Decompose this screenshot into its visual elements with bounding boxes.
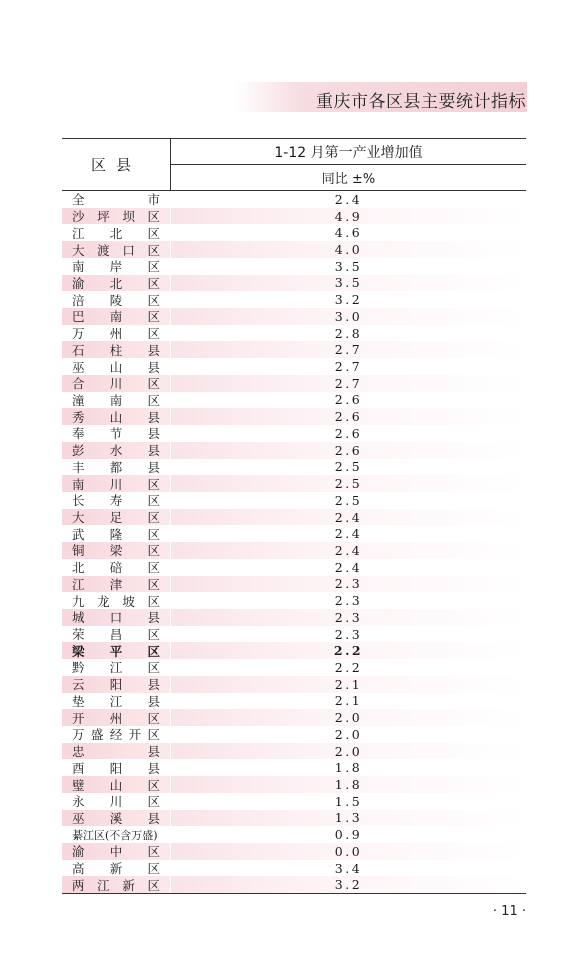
table-row <box>62 592 526 609</box>
table-row <box>62 709 526 726</box>
yoy-value: 2.4 <box>334 559 363 575</box>
yoy-value: 3.5 <box>171 275 526 292</box>
district-name: 云 阳 县 <box>62 676 170 693</box>
yoy-column-header: 同比 ±% <box>321 172 376 187</box>
table-row <box>62 759 526 776</box>
district-name: 长 寿 区 <box>72 493 160 509</box>
table-row <box>62 191 526 208</box>
yoy-value: 0.0 <box>171 843 526 860</box>
yoy-value: 2.6 <box>171 442 526 459</box>
yoy-value: 1.3 <box>171 810 526 827</box>
yoy-value: 3.2 <box>171 876 526 893</box>
table-row <box>62 308 526 325</box>
district-column-header: 区县 <box>62 139 171 190</box>
district-name: 万 盛 经 开 区 <box>72 727 160 743</box>
table-row <box>62 275 526 292</box>
table-row <box>62 626 526 643</box>
district-name: 涪 陵 区 <box>72 292 160 308</box>
yoy-value: 0.9 <box>334 827 363 843</box>
district-name: 石 柱 县 <box>62 341 170 358</box>
district-name: 南 川 区 <box>62 475 170 492</box>
district-name: 璧 山 区 <box>62 776 170 793</box>
table-row <box>62 576 526 593</box>
district-name: 九 龙 坡 区 <box>72 593 160 609</box>
table-row <box>62 291 526 308</box>
yoy-value: 2.4 <box>334 191 363 207</box>
yoy-value: 2.0 <box>334 726 363 742</box>
district-name: 秀 山 县 <box>62 408 170 425</box>
table-row <box>62 509 526 526</box>
table-row <box>62 776 526 793</box>
district-name: 江 北 区 <box>72 225 160 241</box>
yoy-value: 2.4 <box>171 509 526 526</box>
table-row <box>62 642 526 659</box>
yoy-value: 1.5 <box>334 793 363 809</box>
district-name: 彭 水 县 <box>62 442 170 459</box>
yoy-value: 2.7 <box>334 359 363 375</box>
table-row <box>62 442 526 459</box>
table-row <box>62 208 526 225</box>
district-name: 梁 平 区 <box>62 642 170 659</box>
table-row <box>62 743 526 760</box>
district-name: 南 岸 区 <box>72 259 160 275</box>
district-name: 武 隆 区 <box>72 526 160 542</box>
yoy-value: 2.1 <box>171 676 526 693</box>
yoy-value: 2.7 <box>171 341 526 358</box>
yoy-value: 2.3 <box>334 593 363 609</box>
table-row <box>62 459 526 476</box>
district-name: 合 川 区 <box>62 375 170 392</box>
district-name: 全 市 <box>72 192 160 208</box>
yoy-value: 2.0 <box>171 709 526 726</box>
yoy-value: 2.3 <box>171 576 526 593</box>
yoy-value: 2.6 <box>171 408 526 425</box>
table-row <box>62 475 526 492</box>
table-row <box>62 408 526 425</box>
district-name: 渝 北 区 <box>62 275 170 292</box>
yoy-value: 3.0 <box>171 308 526 325</box>
district-name: 两 江 新 区 <box>62 876 170 893</box>
yoy-value: 2.1 <box>334 693 363 709</box>
table-row <box>62 826 526 843</box>
table-row <box>62 241 526 258</box>
yoy-value: 2.4 <box>334 526 363 542</box>
table-row <box>62 358 526 375</box>
table-row <box>62 609 526 626</box>
table-header <box>62 138 526 191</box>
district-name: 黔 江 区 <box>72 660 160 676</box>
table-row <box>62 392 526 409</box>
yoy-value: 2.6 <box>334 392 363 408</box>
district-name: 万 州 区 <box>72 326 160 342</box>
district-name: 巫 山 县 <box>72 359 160 375</box>
table-row <box>62 810 526 827</box>
yoy-value: 1.8 <box>334 760 363 776</box>
table-row <box>62 341 526 358</box>
table-row <box>62 325 526 342</box>
yoy-value: 1.8 <box>171 776 526 793</box>
table-row <box>62 860 526 877</box>
district-name: 大 渡 口 区 <box>62 241 170 258</box>
yoy-value: 3.2 <box>334 292 363 308</box>
yoy-value: 2.3 <box>334 626 363 642</box>
yoy-value: 2.2 <box>334 659 363 675</box>
district-name: 北 碚 区 <box>72 560 160 576</box>
yoy-value: 3.4 <box>334 860 363 876</box>
indicator-column-header: 1-12 月第一产业增加值 <box>171 139 526 165</box>
district-name: 永 川 区 <box>72 794 160 810</box>
table-row <box>62 525 526 542</box>
district-name: 垫 江 县 <box>72 693 160 709</box>
yoy-value: 2.5 <box>334 459 363 475</box>
table-row <box>62 224 526 241</box>
yoy-value: 2.5 <box>334 492 363 508</box>
district-name: 酉 阳 县 <box>72 760 160 776</box>
yoy-value: 2.4 <box>171 542 526 559</box>
yoy-value: 3.5 <box>334 258 363 274</box>
stats-table <box>62 138 526 894</box>
yoy-value: 2.0 <box>171 743 526 760</box>
district-name: 铜 梁 区 <box>62 542 170 559</box>
table-row <box>62 492 526 509</box>
district-name: 开 州 区 <box>62 709 170 726</box>
district-name: 渝 中 区 <box>62 843 170 860</box>
table-row <box>62 843 526 860</box>
table-row <box>62 726 526 743</box>
district-name: 大 足 区 <box>62 509 170 526</box>
table-row <box>62 375 526 392</box>
yoy-value: 2.7 <box>171 375 526 392</box>
district-name: 巴 南 区 <box>62 308 170 325</box>
district-name: 奉 节 县 <box>72 426 160 442</box>
yoy-value: 4.0 <box>171 241 526 258</box>
table-row <box>62 876 526 893</box>
district-name: 荣 昌 区 <box>72 627 160 643</box>
table-row <box>62 659 526 676</box>
district-name: 綦江区(不含万盛) <box>72 828 158 842</box>
yoy-value: 4.9 <box>171 208 526 225</box>
table-row <box>62 793 526 810</box>
district-name: 潼 南 区 <box>72 392 160 408</box>
district-name: 忠 县 <box>62 743 170 760</box>
table-row <box>62 559 526 576</box>
table-body <box>62 191 526 894</box>
table-row <box>62 693 526 710</box>
yoy-value: 2.2 <box>171 642 526 659</box>
page-number: · 11 · <box>492 904 526 919</box>
yoy-value: 2.5 <box>171 475 526 492</box>
yoy-value: 4.6 <box>334 225 363 241</box>
table-row <box>62 258 526 275</box>
yoy-value: 2.3 <box>171 609 526 626</box>
table-row <box>62 425 526 442</box>
district-name: 江 津 区 <box>62 576 170 593</box>
district-name: 丰 都 县 <box>72 459 160 475</box>
yoy-value: 2.6 <box>334 425 363 441</box>
yoy-value: 2.8 <box>334 325 363 341</box>
district-name: 沙 坪 坝 区 <box>62 208 170 225</box>
table-row <box>62 542 526 559</box>
table-row <box>62 676 526 693</box>
district-name: 城 口 县 <box>62 609 170 626</box>
page-title: 重庆市各区县主要统计指标 <box>316 92 526 112</box>
district-name: 高 新 区 <box>72 861 160 877</box>
district-name: 巫 溪 县 <box>62 810 170 827</box>
